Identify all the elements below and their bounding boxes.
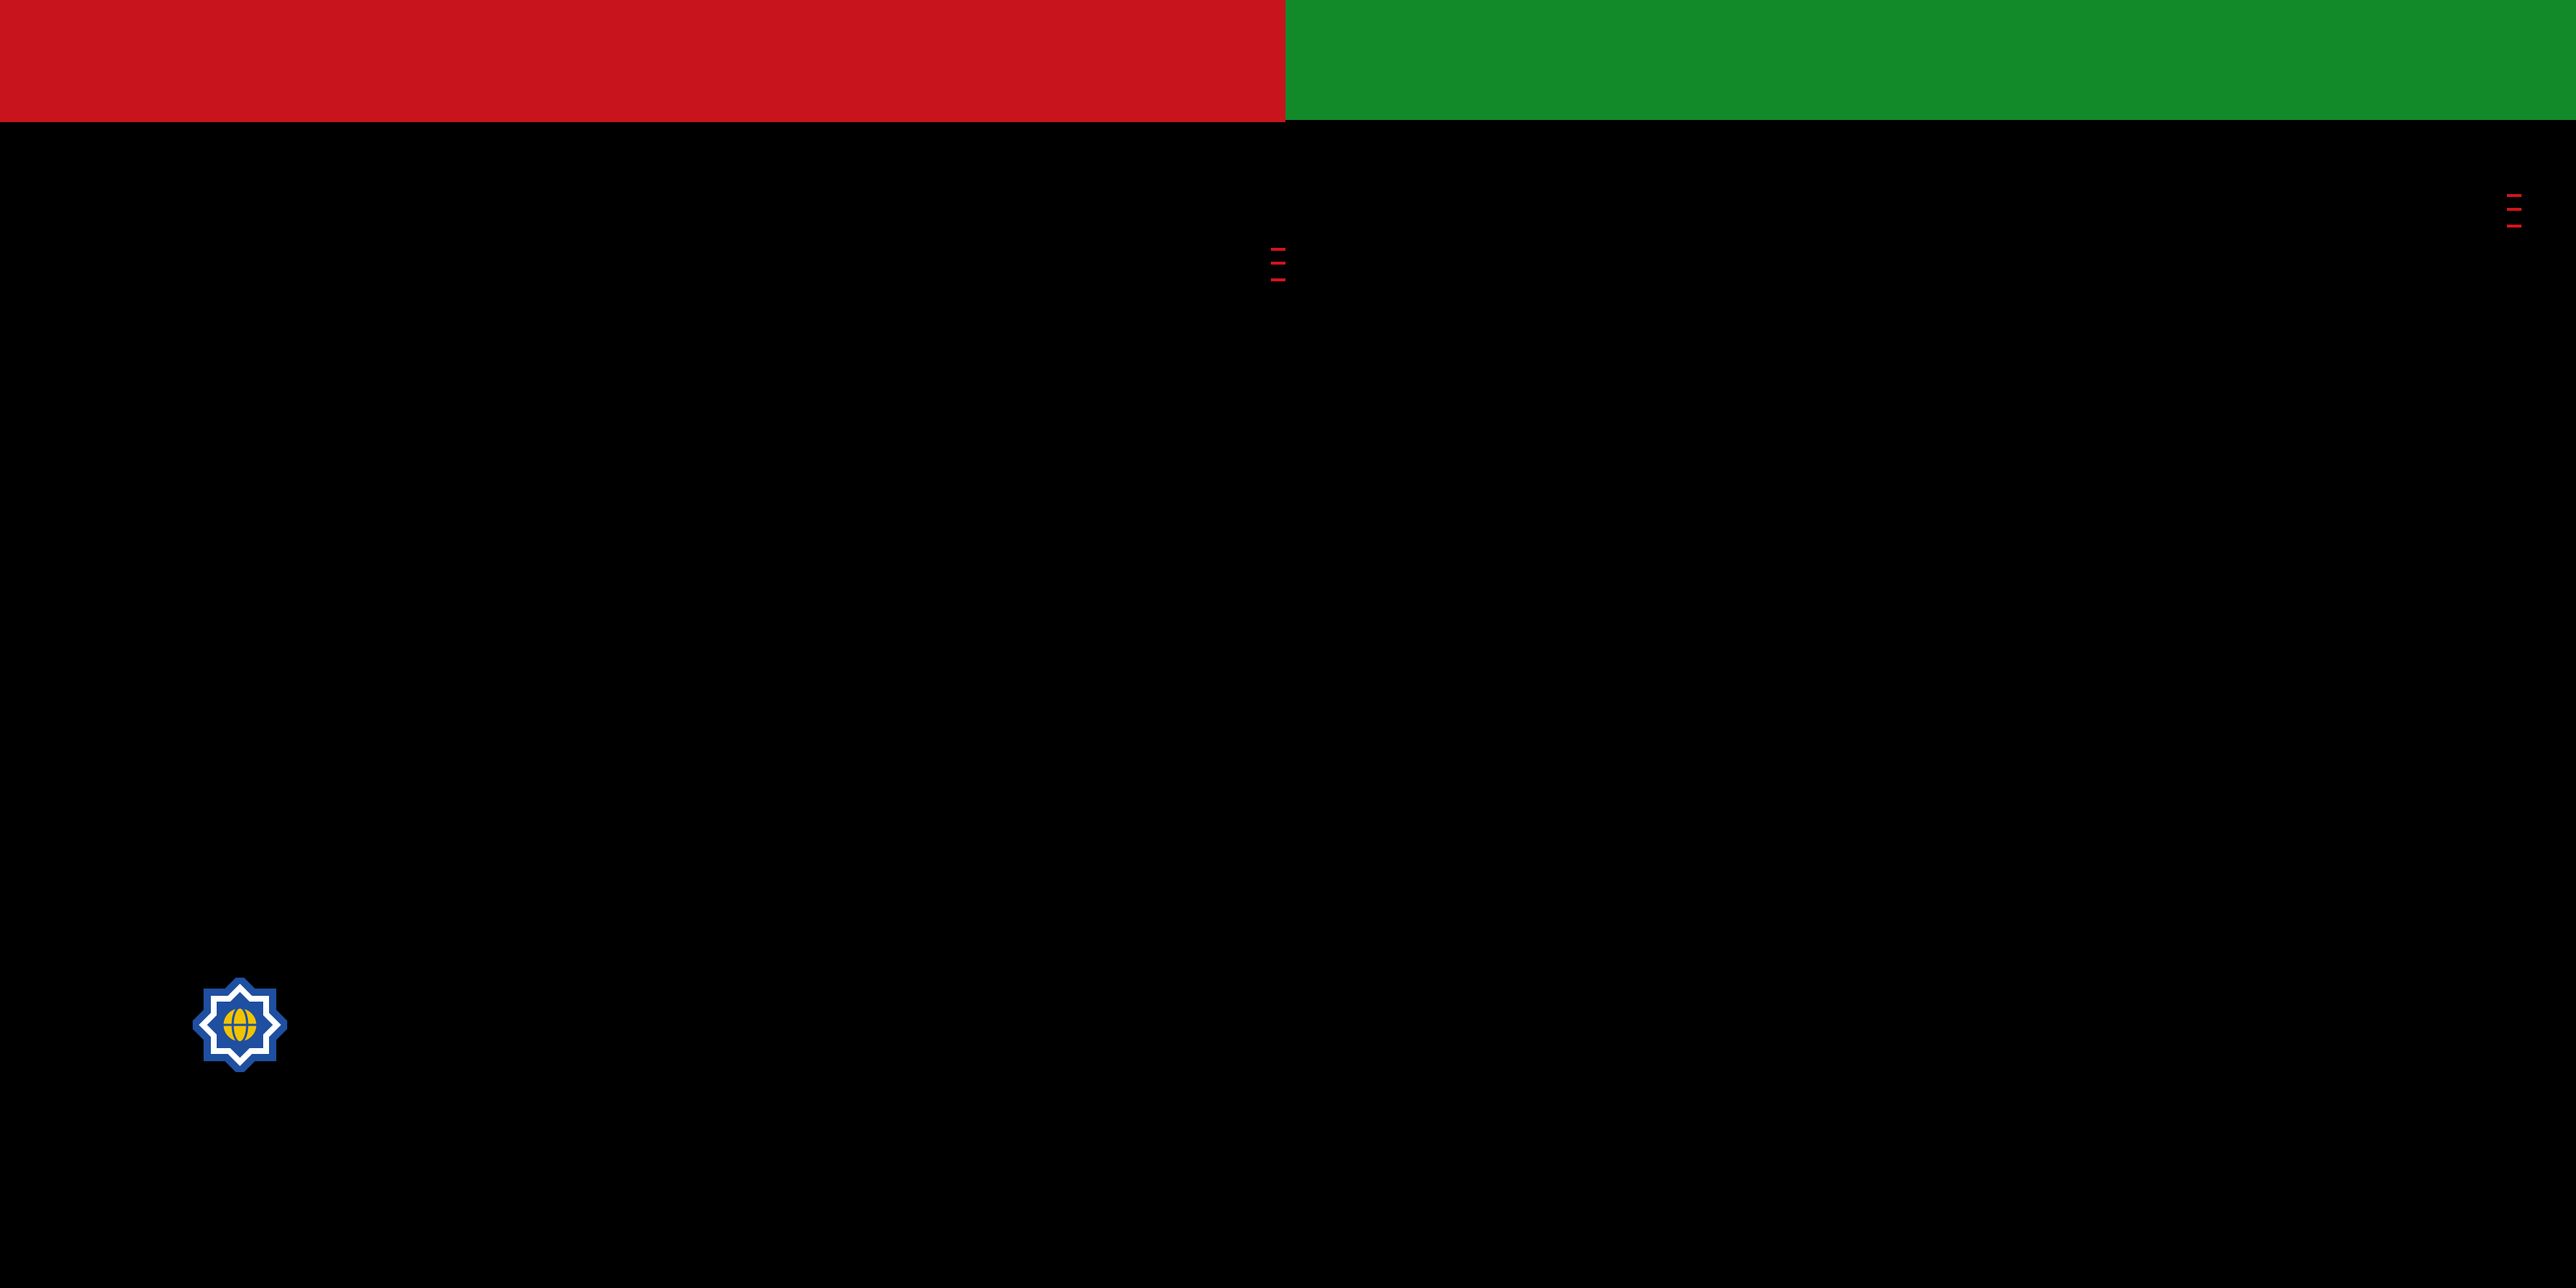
film-call-header	[1271, 248, 1285, 251]
rules-header	[2507, 225, 2521, 228]
topic-header	[2507, 194, 2521, 197]
film-section	[44, 240, 1285, 284]
photo-call-header	[2507, 208, 2521, 211]
schedule-header	[1271, 278, 1285, 281]
star-emblem-icon	[193, 978, 287, 1072]
photo-section	[1315, 186, 2521, 230]
film-strip-dots	[6, 140, 1285, 161]
top-calligraphy-strip	[0, 7, 1285, 109]
title-banner	[1285, 0, 2576, 120]
film-rules-header	[1271, 262, 1285, 265]
bottom-calligraphy-strip	[0, 1201, 2576, 1288]
organization-logo	[138, 978, 342, 1078]
